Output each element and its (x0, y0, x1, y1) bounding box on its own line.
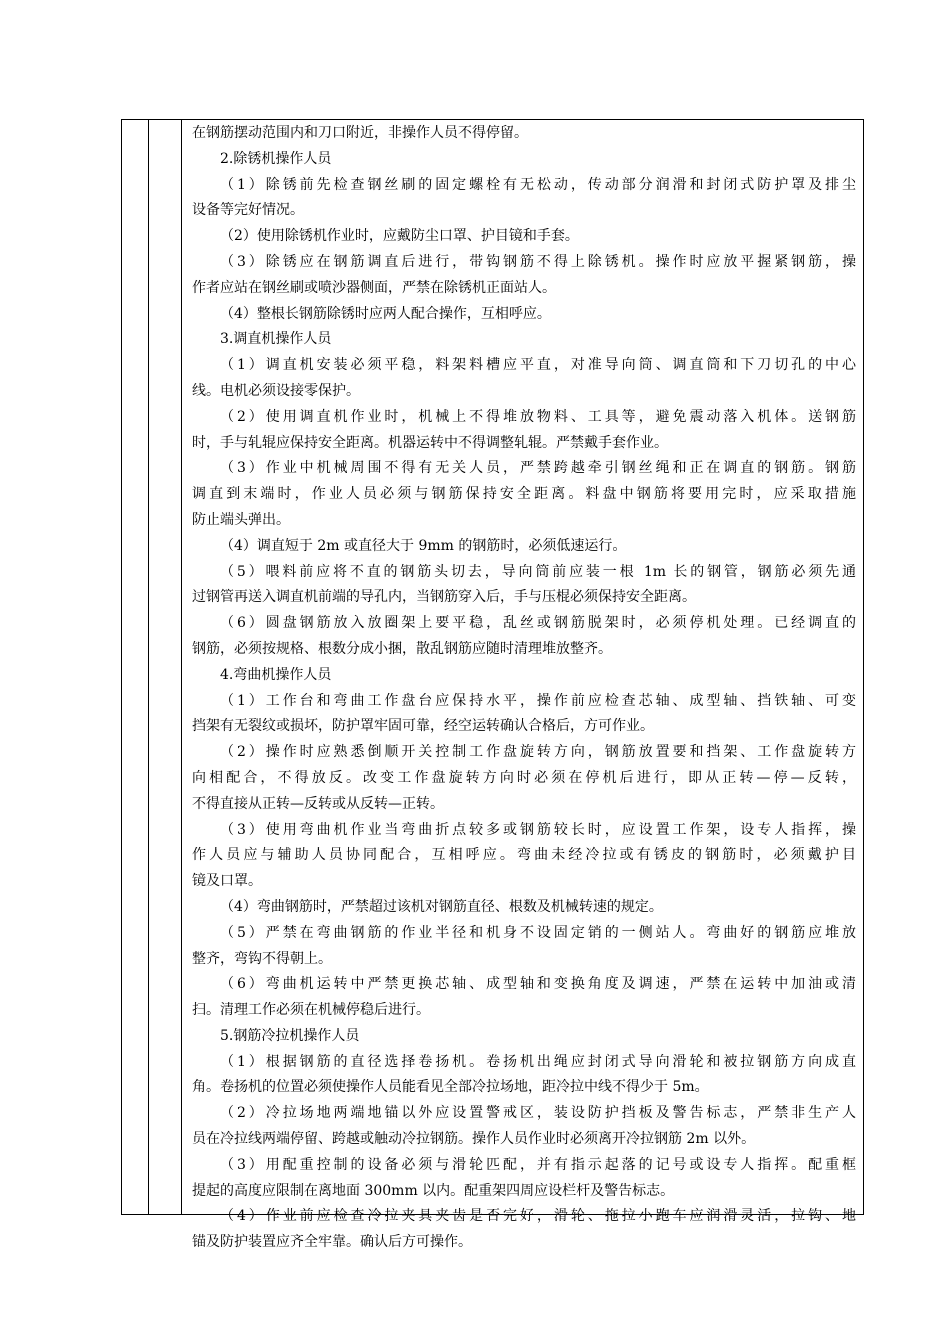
text-line: （2）操作时应熟悉倒顺开关控制工作盘旋转方向，钢筋放置要和挡架、工作盘旋转方 (220, 744, 856, 761)
text-line: （4）作业前应检查冷拉夹具夹齿是否完好，滑轮、拖拉小跑车应润滑灵活，拉钩、地 (220, 1208, 856, 1225)
text-line: （4）弯曲钢筋时，严禁超过该机对钢筋直径、根数及机械转速的规定。 (220, 898, 663, 915)
text-line: 作者应站在钢丝刷或喷沙器侧面，严禁在除锈机正面站人。 (192, 279, 556, 296)
table-column-category (149, 120, 182, 1214)
text-line: 防止端头弹出。 (192, 511, 290, 528)
text-line: 整齐，弯钩不得朝上。 (192, 950, 332, 967)
text-line: （4）整根长钢筋除锈时应两人配合操作，互相呼应。 (220, 305, 551, 322)
text-line: 镜及口罩。 (192, 873, 262, 890)
document-table (121, 119, 864, 1251)
text-line: （6）圆盘钢筋放入放圈架上要平稳，乱丝或钢筋脱架时，必须停机处理。已经调直的 (220, 615, 856, 632)
text-line: 钢筋，必须按规格、根数分成小捆，散乱钢筋应随时清理堆放整齐。 (192, 640, 612, 657)
text-line: （3）用配重控制的设备必须与滑轮匹配，并有指示起落的记号或设专人指挥。配重框 (220, 1156, 856, 1173)
text-line: （2）使用除锈机作业时，应戴防尘口罩、护目镜和手套。 (220, 228, 579, 245)
text-line: 锚及防护装置应齐全牢靠。确认后方可操作。 (192, 1234, 472, 1251)
text-line: 提起的高度应限制在离地面 300mm 以内。配重架四周应设栏杆及警告标志。 (192, 1182, 675, 1199)
text-line: 向相配合，不得放反。改变工作盘旋转方向时必须在停机后进行，即从正转—停—反转， (192, 769, 856, 786)
text-line: 扫。清理工作必须在机械停稳后进行。 (192, 1002, 430, 1019)
text-line: 5.钢筋冷拉机操作人员 (220, 1027, 360, 1044)
text-line: 角。卷扬机的位置必须使操作人员能看见全部冷拉场地，距冷拉中线不得少于 5m。 (192, 1079, 709, 1096)
text-line: （6）弯曲机运转中严禁更换芯轴、成型轴和变换角度及调速，严禁在运转中加油或清 (220, 976, 856, 993)
text-line: （3）除锈应在钢筋调直后进行，带钩钢筋不得上除锈机。操作时应放平握紧钢筋，操 (220, 253, 856, 270)
text-line: （3）使用弯曲机作业当弯曲折点较多或钢筋较长时，应设置工作架，设专人指挥，操 (220, 821, 856, 838)
text-line: 作人员应与辅助人员协同配合，互相呼应。弯曲未经冷拉或有锈皮的钢筋时，必须戴护目 (192, 847, 856, 864)
text-line: （5）喂料前应将不直的钢筋头切去，导向筒前应装一根 1m 长的钢管，钢筋必须先通 (220, 563, 856, 580)
text-line: （1）根据钢筋的直径选择卷扬机。卷扬机出绳应封闭式导向滑轮和被拉钢筋方向成直 (220, 1053, 856, 1070)
text-line: （5）严禁在弯曲钢筋的作业半径和机身不设固定销的一侧站人。弯曲好的钢筋应堆放 (220, 924, 856, 941)
text-line: 2.除锈机操作人员 (220, 150, 332, 167)
table-column-index (122, 120, 149, 1214)
text-line: 过钢管再送入调直机前端的导孔内，当钢筋穿入后，手与压棍必须保持安全距离。 (192, 589, 696, 606)
text-line: （1）工作台和弯曲工作盘台应保持水平，操作前应检查芯轴、成型轴、挡铁轴、可变 (220, 692, 856, 709)
text-line: 员在冷拉线两端停留、跨越或触动冷拉钢筋。操作人员作业时必须离开冷拉钢筋 2m 以外。 (192, 1131, 756, 1148)
text-line: （1）除锈前先检查钢丝刷的固定螺栓有无松动，传动部分润滑和封闭式防护罩及排尘 (220, 176, 856, 193)
text-line: （2）冷拉场地两端地锚以外应设置警戒区，装设防护挡板及警告标志，严禁非生产人 (220, 1105, 856, 1122)
text-line: 设备等完好情况。 (192, 202, 304, 219)
text-line: 不得直接从正转—反转或从反转—正转。 (192, 795, 444, 812)
text-line: （3）作业中机械周围不得有无关人员，严禁跨越牵引钢丝绳和正在调直的钢筋。钢筋 (220, 460, 856, 477)
text-line: 4.弯曲机操作人员 (220, 666, 332, 683)
text-line: （4）调直短于 2m 或直径大于 9mm 的钢筋时，必须低速运行。 (220, 537, 627, 554)
text-line: 挡架有无裂纹或损坏，防护罩牢固可靠，经空运转确认合格后，方可作业。 (192, 718, 654, 735)
text-line: 调直到末端时，作业人员必须与钢筋保持安全距离。料盘中钢筋将要用完时，应采取措施 (192, 486, 856, 503)
table-content-cell (192, 120, 856, 1256)
text-line: 3.调直机操作人员 (220, 331, 332, 348)
text-line: 时，手与轧辊应保持安全距离。机器运转中不得调整轧辊。严禁戴手套作业。 (192, 434, 668, 451)
text-line: 在钢筋摆动范围内和刀口附近，非操作人员不得停留。 (192, 125, 528, 141)
text-line: 线。电机必须设接零保护。 (192, 382, 360, 399)
text-line: （2）使用调直机作业时，机械上不得堆放物料、工具等，避免震动落入机体。送钢筋 (220, 408, 856, 425)
text-line: （1）调直机安装必须平稳，料架料槽应平直，对准导向筒、调直筒和下刀切孔的中心 (220, 357, 856, 374)
